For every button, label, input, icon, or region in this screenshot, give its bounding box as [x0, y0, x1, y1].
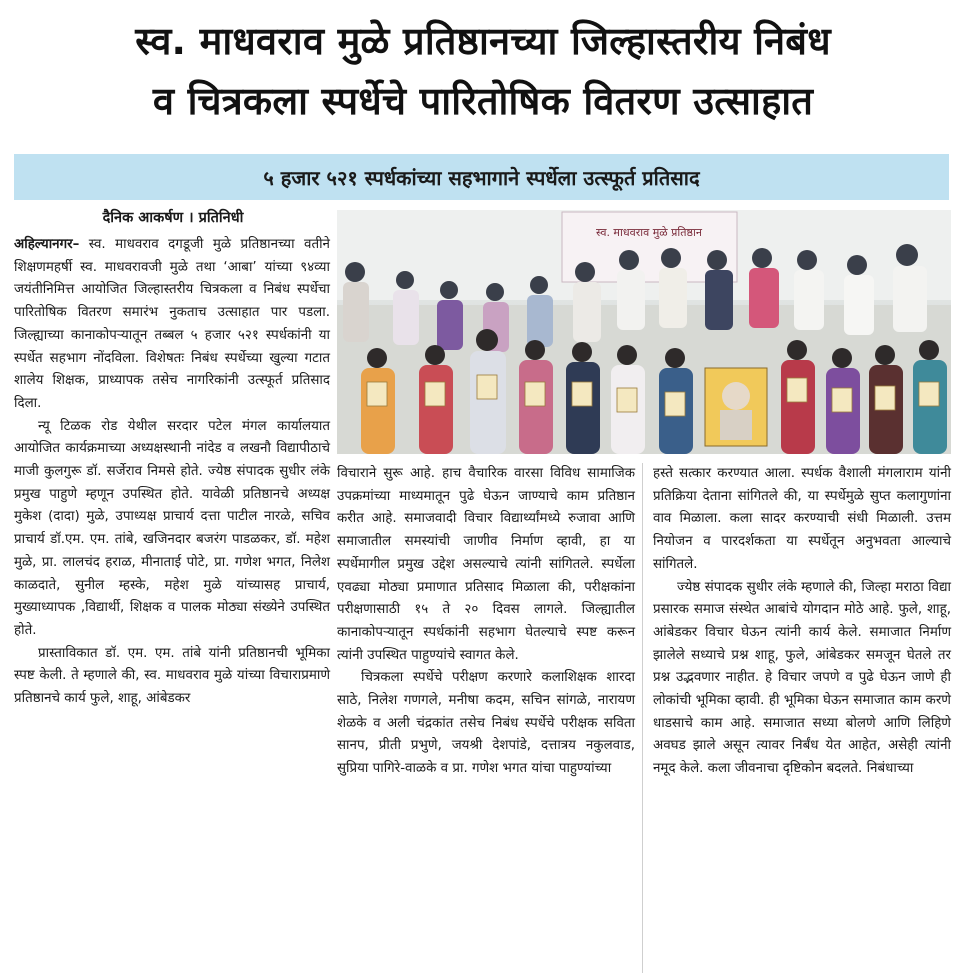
paragraph-text: स्व. माधवराव दगडूजी मुळे प्रतिष्ठानच्या वतीने शिक्षणमहर्षी स्व. माधवरावजी मुळे तथा ‘आबा’ यांच्या ९४व्या जयंतीनिमित्त आयोजित जिल्हास्तरीय चित्रकला व निबंध स्पर्धेचा पारितोषिक वितरण समारंभ नुकताच उत्साहात पार पडला. जिल्ह्याच्या कानाकोपऱ्यातून तब्बल ५ हजार ५२१ स्पर्धकांनी या स्पर्धेत सहभाग नोंदविला. विशेषतः निबंध स्पर्धेच्या खुल्या गटात शालेय शिक्षक, प्राध्यापक तसेच नागरिकांनी उत्स्फूर्त प्रतिसाद दिला. [14, 237, 330, 411]
article-paragraph: चित्रकला स्पर्धेचे परीक्षण करणारे कलाशिक्षक शारदा साठे, निलेश गणगले, मनीषा कदम, सचिन सांगळे, नारायण शेळके व अली चंद्रकांत तसेच निबंध स्पर्धेचे परीक्षक सविता सानप, प्रीती प्रभुणे, जयश्री देशपांडे, दत्तात्रय नकुलवाड, सुप्रिया पागिरे-वाळके व प्रा. गणेश भगत यांचा पाहुण्यांच्या [337, 670, 635, 777]
article-column-1 [14, 234, 330, 711]
article-column-3 [653, 463, 951, 781]
dateline: अहिल्यानगर– [14, 237, 80, 252]
column-divider [642, 463, 643, 973]
article-paragraph: विचाराने सुरू आहे. हाच वैचारिक वारसा विविध सामाजिक उपक्रमांच्या माध्यमातून पुढे घेऊन जाण्याचे काम प्रतिष्ठान करीत आहे. समाजवादी विचार विद्यार्थ्यांमध्ये रुजावा आणि समाजातील समस्यांची जाणीव निर्माण व्हावी, हा या स्पर्धेमागील प्रमुख उद्देश असल्याचे त्यांनी सांगितले. स्पर्धेला एवढ्या मोठ्या प्रमाणात प्रतिसाद मिळाला की, परीक्षकांना परीक्षणासाठी १५ ते २० दिवस लागले. जिल्ह्यातील कानाकोपऱ्यातून स्पर्धकांनी सहभाग घेतल्याचे स्पष्ट करून त्यांनी उपस्थित पाहुण्यांचे स्वागत केले. [337, 466, 635, 663]
photo-banner-text: स्व. माधवराव मुळे प्रतिष्ठान [596, 226, 702, 239]
article-paragraph [14, 234, 330, 416]
subheadline: ५ हजार ५२१ स्पर्धकांच्या सहभागाने स्पर्धेला उत्स्फूर्त प्रतिसाद [14, 154, 949, 200]
article-column-2 [337, 463, 635, 781]
article-paragraph: प्रास्ताविकात डॉ. एम. एम. तांबे यांनी प्रतिष्ठानची भूमिका स्पष्ट केली. ते म्हणाले की, स्व. माधवराव मुळे यांच्या विचाराप्रमाणे प्रतिष्ठानचे कार्य फुले, शाहू, आंबेडकर [14, 645, 330, 707]
headline [0, 0, 966, 142]
event-photo [337, 210, 951, 454]
article-paragraph: ज्येष्ठ संपादक सुधीर लंके म्हणाले की, जिल्हा मराठा विद्या प्रसारक समाज संस्थेत आबांचे योगदान मोठे आहे. फुले, शाहू, आंबेडकर विचार घेऊन त्यांनी कार्य केले. समाजात निर्माण झालेले सध्याचे प्रश्न शाहू, फुले, आंबेडकर समजून घेतले तर प्रश्न उद्भवणार नाहीत. हे विचार जपणे व पुढे घेऊन जाणे ही लोकांची भूमिका व्हावी. ही भूमिका घेऊन समाजात काम करणे धाडसाचे काम आहे. समाजात सध्या बोलणे आणि लिहिणे अवघड झाले असून त्यावर निर्बंध येत आहेत, असेही त्यांनी नमूद केले. कला जीवनाचा दृष्टिकोन बदलते. निबंधाच्या [653, 579, 951, 777]
headline-line-1: स्व. माधवराव मुळे प्रतिष्ठानच्या जिल्हास्तरीय निबंध [135, 19, 831, 63]
article-paragraph: हस्ते सत्कार करण्यात आला. स्पर्धक वैशाली मंगलाराम यांनी प्रतिक्रिया देताना सांगितले की, या स्पर्धेमुळे सुप्त कलागुणांना वाव मिळाला. कला सादर करण्याची संधी मिळाली. उत्तम नियोजन व पारदर्शकता या स्पर्धेतून अनुभवता आल्याचे सांगितले. [653, 466, 951, 572]
group-photo-illustration [337, 210, 951, 454]
headline-line-2: व चित्रकला स्पर्धेचे पारितोषिक वितरण उत्साहात [152, 79, 814, 123]
byline: दैनिक आकर्षण । प्रतिनिधी [102, 210, 244, 226]
article-paragraph: न्यू टिळक रोड येथील सरदार पटेल मंगल कार्यालयात आयोजित कार्यक्रमाच्या अध्यक्षस्थानी नांदेड व लखनौ विद्यापीठाचे माजी कुलगुरू डॉ. सर्जेराव निमसे होते. ज्येष्ठ संपादक सुधीर लंके प्रमुख पाहुणे म्हणून उपस्थित होते. यावेळी प्रतिष्ठानचे अध्यक्ष मुकेश (दादा) मुळे, उपाध्यक्ष प्राचार्य दत्ता पाटील नारळे, सचिव प्राचार्य डॉ.एम. एम. तांबे, खजिनदार बजरंग पाडळकर, डॉ. महेश मुळे, प्रा. लालचंद हराळ, मीनाताई पोटे, प्रा. गणेश भगत, निलेश काळदाते, सुनील म्हस्के, महेश मुळे यांच्यासह प्राचार्य, मुख्याध्यापक ,विद्यार्थी, शिक्षक व पालक मोठ्या संख्येने उपस्थित होते. [14, 418, 330, 638]
